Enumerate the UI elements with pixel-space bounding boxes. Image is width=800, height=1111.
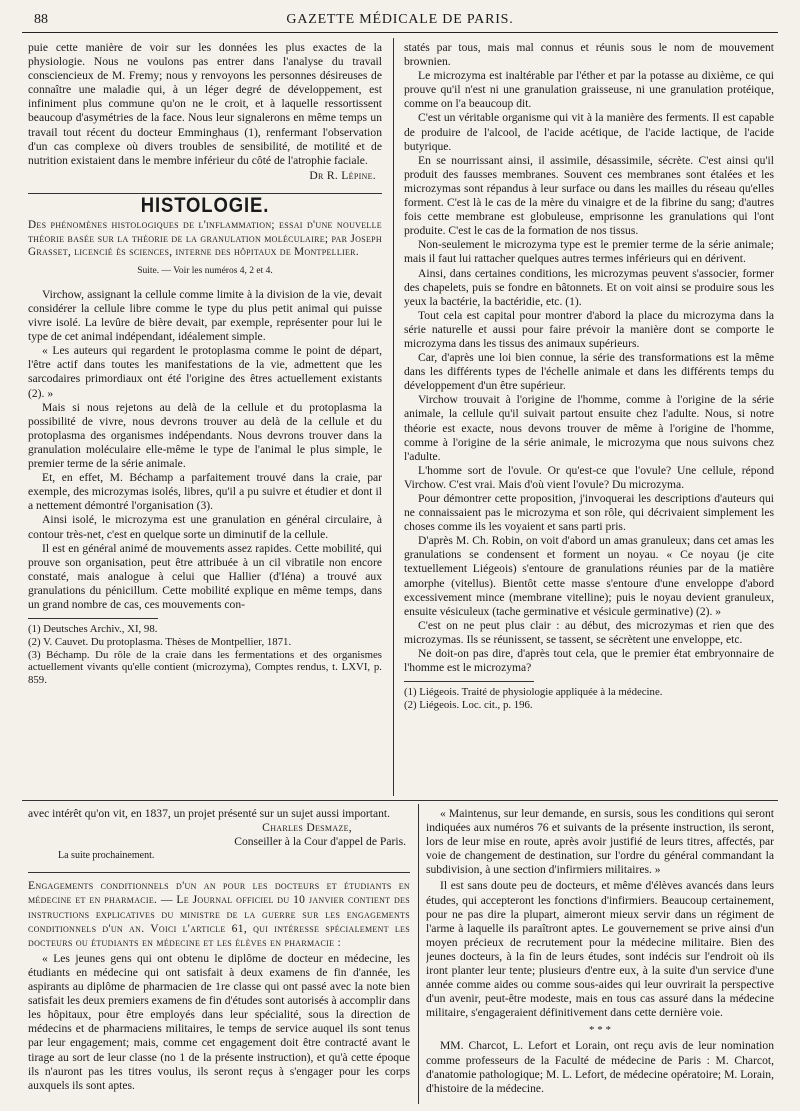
paragraph: Virchow trouvait à l'origine de l'homme, comme à l'origine de la série animale, la cellule qu'il suivait partout ensuite chez l'adulte. Nous, si notre théorie est exacte, nous devons trouver de même à l'origine de l'homme, comme à l'origine de la série animale, le microzyma que nous suivons chez l'adulte. [404, 393, 774, 463]
footnote: (2) V. Cauvet. Du protoplasma. Thèses de Montpellier, 1871. [28, 635, 292, 648]
paragraph: Virchow, assignant la cellule comme limite à la division de la vie, devait considérer la cellule libre comme le type du plus petit animal qui puisse vivre isolé. La levûre de bière devait, par exemple, représenter pour lui le type de cet animal indépendant, idéalement simple. [28, 287, 382, 344]
page-number: 88 [34, 12, 48, 27]
paragraph: Non-seulement le microzyma type est le premier terme de la série animale; mais il faut lui rattacher quelques autres termes inférieurs qui en dérivent. [404, 238, 774, 266]
paragraph: Tout cela est capital pour montrer d'abord la place du microzyma dans la série naturelle et aussi pour faire prévoir la manière dont se comporte le microzyma dans les tissus des animaux supérieurs. [404, 308, 774, 350]
article-title: Des phénomènes histologiques de l'inflammation; essai d'une nouvelle théorie basée sur la théorie de la granulation moléculaire; par Joseph Grasset, licencié ès sciences, interne des hôpitaux de Montpellier. [28, 219, 382, 259]
paragraph: D'après M. Ch. Robin, on voit d'abord un amas granuleux; dans cet amas les granulations se condensent et forment un noyau. « Ce noyau (je cite textuellement Liégeois) s'entoure de granulations réunies par de la matière amorphe (vitellus). Bientôt cette masse s'entoure d'une enveloppe d'abord excessivement mince (membrane vitelline); puis le noyau devient granuleux, ensuite vésiculeux (tache germinative et vésicule germinative) (2). » [404, 534, 774, 618]
separator-stars: * * * [589, 1024, 611, 1037]
section-title: HISTOLOGIE. [140, 193, 270, 217]
paragraph: C'est un véritable organisme qui vit à la manière des ferments. Il est capable de produire de l'alcool, de l'acide acétique, de l'acide lactique, de l'acide butyrique. [404, 111, 774, 153]
author-signature: Dr R. Lépine. [309, 168, 376, 182]
section-divider [22, 800, 778, 801]
paragraph: Car, d'après une loi bien connue, la série des transformations est la même dans les différents types de l'échelle animale et dans les différents temps du développement d'un être supérieur. [404, 351, 774, 393]
left-column [28, 41, 382, 796]
author-title: Conseiller à la Cour d'appel de Paris. [234, 835, 406, 849]
bottom-right-column [426, 807, 774, 1105]
footnote: (1) Deutsches Archiv., XI, 98. [28, 623, 158, 636]
author-name: Charles Desmaze, [262, 821, 352, 835]
continuation-note: Suite. — Voir les numéros 4, 2 et 4. [137, 265, 273, 276]
paragraph: statés par tous, mais mal connus et réunis sous le nom de mouvement brownien. [404, 41, 774, 69]
bottom-left-column [28, 807, 410, 1105]
paragraph: C'est on ne peut plus clair : au début, des microzymas et rien que des microzymas. Ils se réunissent, se tassent, se sécrètent une enveloppe, etc. [404, 618, 774, 646]
paragraph: avec intérêt qu'on vit, en 1837, un projet présenté sur un sujet aussi important. [28, 807, 391, 820]
paragraph: Ainsi isolé, le microzyma est une granulation en général circulaire, à contour très-net, c'est en quelque sorte un diminutif de la cellule. [28, 513, 382, 541]
paragraph: Il est en général animé de mouvements assez rapides. Cette mobilité, qui prouve son organisation, peut être attribuée à un cil vibratile non encore constaté, mais analogue à celui que Hallier (d'Iéna) a trouvé aux granulations du pénicillum. Cette mobilité explique en même temps, dans un grand nombre de cas, ces mouvements con- [28, 541, 382, 611]
footnote: (2) Liégeois. Loc. cit., p. 196. [404, 699, 533, 712]
paragraph: L'homme sort de l'ovule. Or qu'est-ce que l'ovule? Une cellule, répond Virchow. C'est vrai. Mais d'où vient l'ovule? Du microzyma. [404, 463, 774, 491]
paragraph: En se nourrissant ainsi, il assimile, désassimile, sécrète. C'est ainsi qu'il produit des fausses membranes. Souvent ces membranes sont étalées et les microzymas sont répandus à leur surface ou dans les mailles du réseau qu'elles forment. C'est là le cas de la mère du vinaigre et de la fibrine du sang; d'autres fois cette membrane est globuleuse, emprisonne les granulations qui l'ont produite. C'est le cas de la formation de nos tissus. [404, 153, 774, 238]
paragraph: « Maintenus, sur leur demande, en sursis, sous les conditions qui seront indiquées aux numéros 76 et suivants de la présente instruction, ils seront, lors de leur mise en route, après avoir justifié de leurs titres, affectés, par voie de changement de destination, sur l'ordre du général commandant la subdivision, à une section d'infirmiers militaires. » [426, 807, 774, 877]
footnote: (1) Liégeois. Traité de physiologie appliquée à la médecine. [404, 686, 663, 699]
paragraph: Ne doit-on pas dire, d'après tout cela, que le premier état embryonnaire de l'homme est le microzyma? [404, 647, 774, 675]
paragraph: « Les auteurs qui regardent le protoplasma comme le point de départ, l'être actif dans toutes les manifestations de la vie, admettent que les sarcodaires primordiaux ont été l'origine des êtres actuellement existants (2). » [28, 344, 382, 400]
paragraph: Il est sans doute peu de docteurs, et même d'élèves avancés dans leurs études, qui accepteront les fonctions d'infirmiers. Beaucoup certainement, pour ne pas dire la plupart, aimeront mieux servir dans un régiment de l'arme à laquelle ils paraîtront aptes. Le gouvernement se prive ainsi d'un moyen précieux de recrutement pour la médecine militaire. Bien des jeunes docteurs, à la fin de leurs études, sont indécis sur l'endroit où ils iront planter leur tente; plusieurs d'entre eux, à la suite d'un service d'une année comme aides ou comme sous-aides qui leur ouvrirait la perspective d'un avenir, peut-être modeste, mais en tous cas assuré dans la médecine militaire, s'engageraient définitivement dans cette dernière voie. [426, 879, 774, 1020]
paragraph: MM. Charcot, L. Lefort et Lorain, ont reçu avis de leur nomination comme professeurs de la Faculté de médecine de Paris : M. Charcot, d'anatomie pathologique; M. L. Lefort, de médecine opératoire; M. Lorain, d'histoire de la médecine. [426, 1039, 774, 1095]
journal-title: GAZETTE MÉDICALE DE PARIS. [286, 12, 514, 27]
column-rule [393, 38, 394, 796]
right-column [404, 41, 774, 796]
footnote-separator [28, 618, 158, 619]
paragraph: Pour démontrer cette proposition, j'invoquerai les descriptions d'auteurs qui ne connaissaient pas le microzyma et son rôle, qui décrivaient simplement les choses comme ils les voyaient et sans parti pris. [404, 492, 774, 534]
divider [28, 872, 410, 873]
paragraph: Engagements conditionnels d'un an pour les docteurs et étudiants en médecine et en pharmacie. — Le Journal officiel du 10 janvier contient des instructions explicatives du ministre de la guerre sur les engagements conditionnels d'un an. Voici l'article 61, qui intéresse spécialement les docteurs ou étudiants en médecine et les élèves en pharmacie : [28, 879, 410, 949]
paragraph: Et, en effet, M. Béchamp a parfaitement trouvé dans la craie, par exemple, des microzymas isolés, libres, qu'il a pu suivre et étudier et dont il a nettement démontré l'organisation (3). [28, 471, 382, 513]
continued-note: La suite prochainement. [58, 850, 155, 862]
paragraph: Mais si nous rejetons au delà de la cellule et du protoplasma la possibilité de vivre, nous devrons trouver au delà de la cellule et du protoplasma des organismes indépendants. Nous devrons trouver dans la granulation moléculaire elle-même le type de l'animal le plus simple, le premier terme de la série animale. [28, 400, 382, 471]
page-header [22, 10, 778, 33]
column-rule [418, 804, 419, 1104]
paragraph: Ainsi, dans certaines conditions, les microzymas peuvent s'associer, former des chapelets, puis se fondre en bâtonnets. Et on voit ainsi se produire sous les yeux la bactérie, la bactéridie, etc. (1). [404, 266, 774, 308]
paragraph: « Les jeunes gens qui ont obtenu le diplôme de docteur en médecine, les étudiants en médecine qui ont satisfait à deux examens de fin d'année, les aspirants au diplôme de pharmacien de 1re classe qui ont passé avec la note bien satisfait les deux premiers examens de fin d'études sont autorisés à accomplir dans les hôpitaux, pour être employés dans leur spécialité, sous la direction de médecins et de pharmaciens militaires, le temps de service auquel ils sont tenus par leur engagement; mais, comme cet engagement doit être contracté avant le tirage au sort de leur classe (no 1 de la présente instruction), et qu'à cette époque ils n'auront pas les titres voulus, ils seront reçus à s'engager pour les corps auxquels ils sont aptes. [28, 951, 410, 1092]
paragraph: puie cette manière de voir sur les données les plus exactes de la physiologie. Nous ne voulons pas entrer dans l'analyse du travail consciencieux de M. Fremy; nous y renvoyons les personnes désireuses de connaître une maladie qui, à un léger degré de développement, est infiniment plus commune qu'on ne le croit, et à laquelle ressortissent beaucoup d'asymétries de la face. Nous leur signalerons en même temps un travail tout récent du docteur Emminghaus (1), renfermant l'observation d'un cas complexe où divers troubles de sensibilité, de motilité et de nutrition existaient dans le membre inférieur du côté de l'atrophie faciale. [28, 41, 382, 167]
footnote: (3) Béchamp. Du rôle de la craie dans les fermentations et des organismes actuellement vivants qu'elle contient (microzyma), Comptes rendus, t. LXVI, p. 859. [28, 648, 382, 687]
footnote-separator [404, 681, 534, 682]
paragraph: Le microzyma est inaltérable par l'éther et par la potasse au dixième, ce qui prouve qu'il n'est ni une granulation graisseuse, ni une granulation protéique, comme on l'a beaucoup dit. [404, 69, 774, 111]
